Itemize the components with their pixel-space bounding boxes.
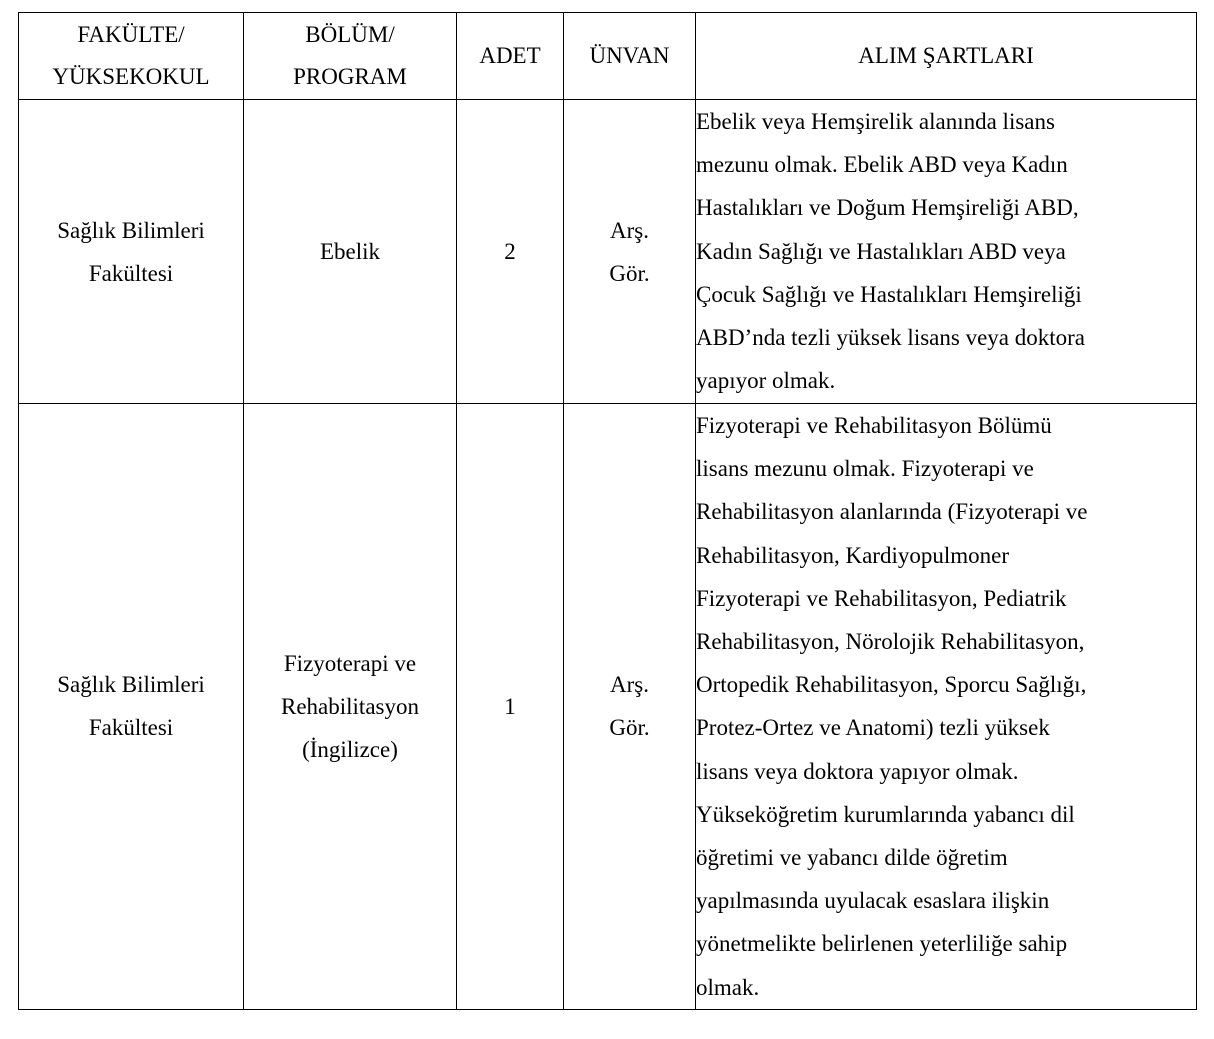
header-requirements-line: ALIM ŞARTLARI — [858, 43, 1034, 68]
header-faculty — [19, 13, 244, 100]
table-row — [19, 100, 1197, 404]
requirements-line: Rehabilitasyon alanlarında (Fizyoterapi ve — [696, 499, 1088, 525]
requirements-line: Ebelik veya Hemşirelik alanında lisans — [696, 109, 1055, 134]
positions-table — [18, 12, 1197, 1010]
department-line: Rehabilitasyon — [281, 693, 419, 719]
faculty-cell — [19, 100, 244, 404]
requirements-line: yapılmasında uyulacak esaslara ilişkin — [696, 888, 1050, 914]
title-cell — [564, 404, 696, 1010]
requirements-line: mezunu olmak. Ebelik ABD veya Kadın — [696, 152, 1068, 178]
table-header-row — [19, 13, 1197, 100]
header-department — [244, 13, 457, 100]
faculty-line: Sağlık Bilimleri — [57, 217, 205, 243]
header-title-line: ÜNVAN — [589, 43, 670, 68]
header-faculty-line: YÜKSEKOKUL — [52, 64, 210, 89]
count-cell — [457, 100, 564, 404]
header-count — [457, 13, 564, 100]
requirements-line: Protez-Ortez ve Anatomi) tezli yüksek — [696, 715, 1050, 741]
department-cell — [244, 100, 457, 404]
requirements-line: olmak. — [696, 974, 760, 1000]
count-value: 1 — [504, 693, 516, 719]
count-cell — [457, 404, 564, 1010]
count-value: 2 — [504, 239, 516, 264]
requirements-cell — [696, 404, 1197, 1010]
header-count-line: ADET — [479, 43, 541, 68]
department-cell — [244, 404, 457, 1010]
requirements-line: yönetmelikte belirlenen yeterliliğe sahip — [696, 931, 1068, 957]
requirements-line: Kadın Sağlığı ve Hastalıkları ABD veya — [696, 238, 1066, 264]
title-line: Arş. — [610, 217, 649, 243]
header-requirements — [696, 13, 1197, 100]
requirements-line: Hastalıkları ve Doğum Hemşireliği ABD, — [696, 195, 1079, 221]
department-line: (İngilizce) — [302, 736, 398, 762]
header-department-line: PROGRAM — [293, 64, 407, 89]
title-line: Gör. — [609, 715, 650, 741]
requirements-line: öğretimi ve yabancı dilde öğretim — [696, 845, 1008, 871]
title-line: Gör. — [609, 260, 650, 286]
requirements-line: Ortopedik Rehabilitasyon, Sporcu Sağlığı, — [696, 672, 1087, 698]
requirements-line: lisans mezunu olmak. Fizyoterapi ve — [696, 456, 1034, 482]
header-title — [564, 13, 696, 100]
requirements-cell — [696, 100, 1197, 404]
department-line: Fizyoterapi ve — [283, 650, 417, 676]
requirements-line: Rehabilitasyon, Kardiyopulmoner — [696, 542, 1009, 568]
requirements-line: Rehabilitasyon, Nörolojik Rehabilitasyon, — [696, 629, 1085, 655]
requirements-line: ABD’nda tezli yüksek lisans veya doktora — [696, 325, 1085, 351]
requirements-line: Yükseköğretim kurumlarında yabancı dil — [696, 801, 1075, 827]
requirements-line: Çocuk Sağlığı ve Hastalıkları Hemşireliği — [696, 281, 1082, 307]
faculty-line: Sağlık Bilimleri — [57, 672, 205, 698]
faculty-line: Fakültesi — [88, 260, 174, 286]
requirements-line: Fizyoterapi ve Rehabilitasyon, Pediatrik — [696, 585, 1067, 611]
title-line: Arş. — [610, 672, 649, 698]
header-faculty-line: FAKÜLTE/ — [77, 22, 185, 47]
requirements-line: lisans veya doktora yapıyor olmak. — [696, 758, 1019, 784]
department-line: Ebelik — [319, 239, 381, 264]
requirements-line: yapıyor olmak. — [696, 368, 836, 394]
faculty-cell — [19, 404, 244, 1010]
header-department-line: BÖLÜM/ — [305, 22, 395, 47]
table-row — [19, 404, 1197, 1010]
requirements-line: Fizyoterapi ve Rehabilitasyon Bölümü — [696, 413, 1052, 438]
faculty-line: Fakültesi — [88, 715, 174, 741]
title-cell — [564, 100, 696, 404]
